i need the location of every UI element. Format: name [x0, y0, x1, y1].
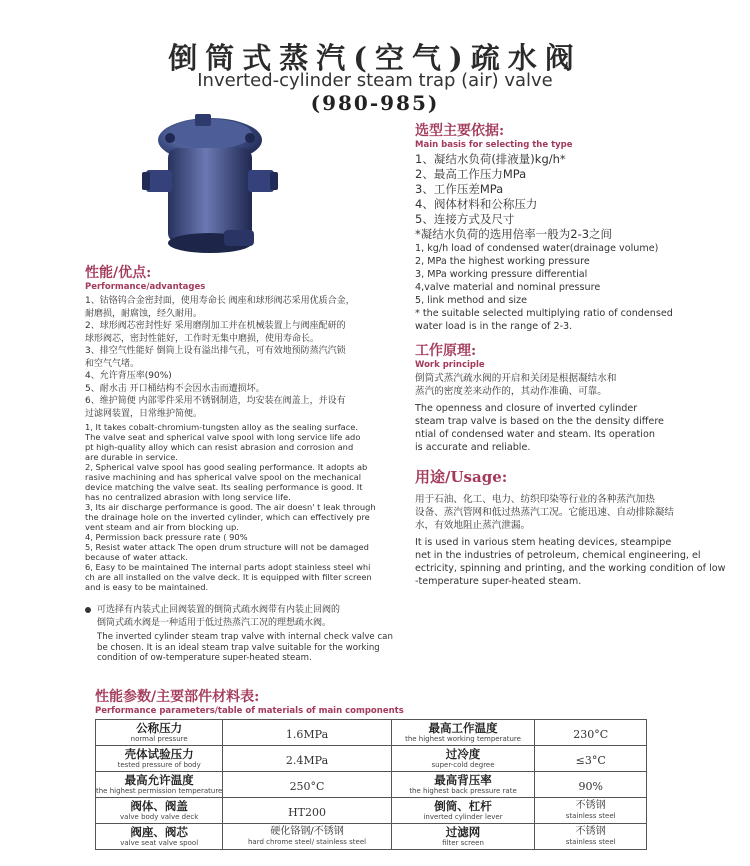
param-label — [391, 798, 535, 824]
param-label — [96, 798, 223, 824]
param-label-en: super-cold degree — [431, 760, 495, 769]
param-label-en: normal pressure — [130, 734, 188, 743]
work-principle-section — [415, 340, 735, 454]
param-value — [535, 720, 647, 746]
work-cn-line: 蒸汽的密度差来动作的，其动作准确、可靠。 — [415, 386, 607, 397]
param-value-en: hard chrome steel/ stainless steel — [247, 838, 367, 846]
performance-en-line: The valve seat and spherical valve spool with long service life ado — [85, 432, 361, 442]
param-value — [535, 798, 647, 824]
performance-cn-line: 6、维护简便 内部零件采用不锈钢制造，均安装在阀盖上，并设有 — [85, 396, 346, 406]
usage-cn-line: 设备、蒸汽管网和低过热蒸汽工况。它能迅速、自动排除凝结 — [415, 507, 675, 518]
performance-title-en: Performance/advantages — [85, 282, 206, 292]
param-value — [223, 746, 391, 772]
param-value-text: 250°C — [289, 780, 325, 793]
table-row — [96, 824, 647, 850]
selection-en-item: 1, kg/h load of condensed water(drainage volume) — [415, 243, 659, 254]
param-label-cn: 最高背压率 — [434, 772, 492, 787]
param-label-cn: 过滤网 — [445, 824, 481, 839]
performance-en-line: 5, Resist water attack The open drum structure will not be damaged — [85, 542, 369, 552]
param-value-en: stainless steel — [565, 838, 616, 846]
performance-cn-line: 和空气气堵。 — [85, 358, 140, 369]
param-label — [391, 824, 535, 850]
page-title-en: Inverted-cylinder steam trap (air) valve — [197, 70, 553, 91]
param-label — [96, 772, 223, 798]
selection-en-item: 2, MPa the highest working pressure — [415, 256, 590, 267]
param-label-cn: 公称压力 — [136, 720, 183, 735]
param-label — [96, 824, 223, 850]
work-en-line: is accurate and reliable. — [415, 442, 531, 453]
page-title-cn: 倒筒式蒸汽(空气)疏水阀 — [168, 41, 582, 75]
performance-en-line: 6, Easy to be maintained The internal parts adopt stainless steel whi — [85, 562, 371, 572]
param-value-text: 230°C — [573, 728, 609, 741]
work-cn-line: 倒筒式蒸汽疏水阀的开启和关闭是根据凝结水和 — [415, 373, 617, 384]
selection-title-en: Main basis for selecting the type — [415, 140, 573, 150]
param-label-en: inverted cylinder lever — [423, 812, 503, 821]
performance-cn-line: 2、球形阀芯密封性好 采用磨削加工并在机械装置上与阀座配研的 — [85, 321, 346, 331]
param-label — [96, 746, 223, 772]
usage-en-line: net in the industries of petroleum, chemical engineering, el — [415, 550, 701, 561]
param-label-en: the highest back pressure rate — [409, 786, 517, 795]
performance-en-line: ch are all installed on the valve deck. It is equipped with filter screen — [85, 572, 372, 582]
performance-en-line: 2, Spherical valve spool has good sealing performance. It adopts ab — [85, 462, 368, 472]
param-value-text: 硬化铬钢/不锈钢 — [270, 826, 344, 837]
param-value — [223, 772, 391, 798]
table-row — [96, 798, 647, 824]
performance-en-line: vent steam and air from blocking up. — [85, 522, 239, 532]
performance-en-line: pt high-quality alloy which can resist abrasion and corrosion and — [85, 442, 354, 452]
param-label-en: tested pressure of body — [117, 760, 201, 769]
selection-title-cn: 选型主要依据: — [415, 123, 505, 139]
work-en-line: The openness and closure of inverted cylinder — [415, 403, 638, 414]
performance-cn-line: 4、允许背压率(90%) — [85, 371, 172, 381]
performance-title-cn: 性能/优点: — [85, 265, 152, 281]
selection-cn-item: *凝结水负荷的选用倍率一般为2-3之间 — [415, 227, 613, 241]
param-label-en: valve seat valve spool — [120, 838, 199, 847]
performance-en-line: 4, Permission back pressure rate ( 90% — [85, 532, 248, 542]
param-value — [223, 824, 391, 850]
model-range: (980-985) — [310, 91, 440, 115]
param-value-text: 1.6MPa — [285, 728, 329, 741]
performance-en-line: are durable in service. — [85, 452, 178, 462]
table-row — [96, 746, 647, 772]
note-cn-text: 可选择有内装式止回阀装置的倒筒式疏水阀带有内装止回阀的 — [97, 605, 341, 615]
work-title-en: Work principle — [415, 360, 485, 370]
param-value — [223, 798, 391, 824]
param-label — [391, 720, 535, 746]
selection-section — [415, 120, 735, 333]
performance-en-line: the drainage hole on the inverted cylinder, which can effectively pre — [85, 512, 370, 522]
param-value-text: 2.4MPa — [285, 754, 329, 767]
param-value — [535, 746, 647, 772]
param-label-en: filter screen — [442, 838, 484, 847]
performance-en-line: has no centralized abrasion with long service life. — [85, 492, 291, 502]
param-label-cn: 最高工作温度 — [428, 720, 498, 735]
performance-en-line: 3, Its air discharge performance is good. The air doesn' t leak through — [85, 502, 376, 512]
usage-cn-line: 用于石油、化工、电力、纺织印染等行业的各种蒸汽加热 — [415, 494, 655, 505]
note-cn-line — [85, 604, 405, 617]
param-label-en: the highest working temperature — [405, 734, 521, 743]
performance-cn-line: 耐磨损，耐腐蚀，经久耐用。 — [85, 308, 203, 319]
param-label-cn: 倒筒、杠杆 — [434, 798, 492, 813]
usage-section — [415, 466, 735, 588]
usage-cn-line: 水，有效地阻止蒸汽泄漏。 — [415, 520, 531, 531]
work-title-cn: 工作原理: — [415, 343, 477, 359]
table-title-cn: 性能参数/主要部件材料表: — [95, 689, 260, 705]
steam-trap-valve-image — [140, 100, 290, 270]
param-label-cn: 最高允许温度 — [124, 772, 194, 787]
param-label-cn: 阀体、阀盖 — [130, 798, 188, 813]
usage-en-line: -temperature super-heated steam. — [415, 576, 582, 587]
table-row — [96, 772, 647, 798]
note-cn-line: 倒筒式疏水阀是一种适用于低过热蒸汽工况的理想疏水阀。 — [97, 617, 332, 628]
note-en-line: condition of ow-temperature super-heated steam. — [97, 653, 312, 663]
work-en-line: steam trap valve is based on the the density differe — [415, 416, 664, 427]
work-en-line: ntial of condensed water and steam. Its operation — [415, 429, 655, 440]
selection-cn-item: 1、凝结水负荷(排液量)kg/h* — [415, 152, 566, 166]
performance-cn-line: 1、钴铬钨合金密封面，使用寿命长 阀座和球形阀芯采用优质合金， — [85, 296, 355, 306]
performance-section — [85, 262, 405, 592]
param-value-text: ≤3°C — [575, 754, 606, 767]
param-label — [391, 772, 535, 798]
performance-en-line: 1, It takes cobalt-chromium-tungsten alloy as the sealing surface. — [85, 422, 359, 432]
param-value — [535, 772, 647, 798]
selection-en-item: water load is in the range of 2-3. — [415, 321, 573, 332]
param-label-cn: 阀座、阀芯 — [130, 824, 188, 839]
table-row — [96, 720, 647, 746]
performance-en-line: rasive machining and has spherical valve spool on the mechanical — [85, 472, 362, 482]
selection-cn-item: 4、阀体材料和公称压力 — [415, 197, 538, 211]
param-label — [391, 746, 535, 772]
performance-cn-line: 3、排空气性能好 倒筒上设有溢出排气孔，可有效地预防蒸汽汽锁 — [85, 346, 346, 356]
performance-cn-line: 过滤网装置，日常维护简便。 — [85, 408, 203, 419]
selection-en-item: 5, link method and size — [415, 295, 528, 306]
selection-cn-item: 5、连接方式及尺寸 — [415, 212, 515, 226]
note-en-line: be chosen. It is an ideal steam trap valve suitable for the working — [97, 642, 380, 653]
usage-title: 用途/Usage: — [415, 468, 508, 486]
param-value-text: HT200 — [288, 806, 326, 819]
selection-en-item: 4,valve material and nominal pressure — [415, 282, 601, 293]
param-label-cn: 过冷度 — [445, 746, 481, 761]
usage-en-line: ectricity, spinning and printing, and the working condition of low — [415, 563, 726, 574]
selection-cn-item: 2、最高工作压力MPa — [415, 167, 527, 181]
param-label-cn: 壳体试验压力 — [124, 746, 194, 761]
performance-en-line: because of water attack. — [85, 552, 188, 562]
param-value — [535, 824, 647, 850]
bullet-icon — [85, 607, 91, 613]
table-title-en: Performance parameters/table of materials of main components — [95, 706, 404, 716]
performance-en-line: device matching the valve seat. Its sealing performance is good. It — [85, 482, 363, 492]
note-en-line: The inverted cylinder steam trap valve with internal check valve can — [97, 632, 393, 642]
param-value-text: 不锈钢 — [575, 826, 606, 837]
spec-table-section — [95, 686, 647, 850]
check-valve-note — [85, 604, 405, 664]
param-value-text: 90% — [578, 780, 603, 793]
performance-en-line: and is easy to be maintained. — [85, 582, 209, 592]
selection-en-item: 3, MPa working pressure differential — [415, 269, 588, 280]
selection-en-item: * the suitable selected multiplying ratio of condensed — [415, 308, 673, 319]
spec-table — [95, 719, 647, 850]
param-label-en: the highest permission temperature — [96, 786, 223, 795]
param-value-en: stainless steel — [565, 812, 616, 820]
param-label-en: valve body valve deck — [120, 812, 199, 821]
performance-cn-line: 球形阀芯，密封性能好，工作时无集中磨损，使用寿命长。 — [85, 333, 320, 344]
performance-cn-line: 5、耐水击 开口桶结构不会因水击而遭损坏。 — [85, 383, 265, 394]
selection-cn-item: 3、工作压差MPa — [415, 182, 504, 196]
param-value — [223, 720, 391, 746]
usage-en-line: It is used in various stem heating devices, steampipe — [415, 537, 672, 548]
param-value-text: 不锈钢 — [575, 800, 606, 811]
param-label — [96, 720, 223, 746]
